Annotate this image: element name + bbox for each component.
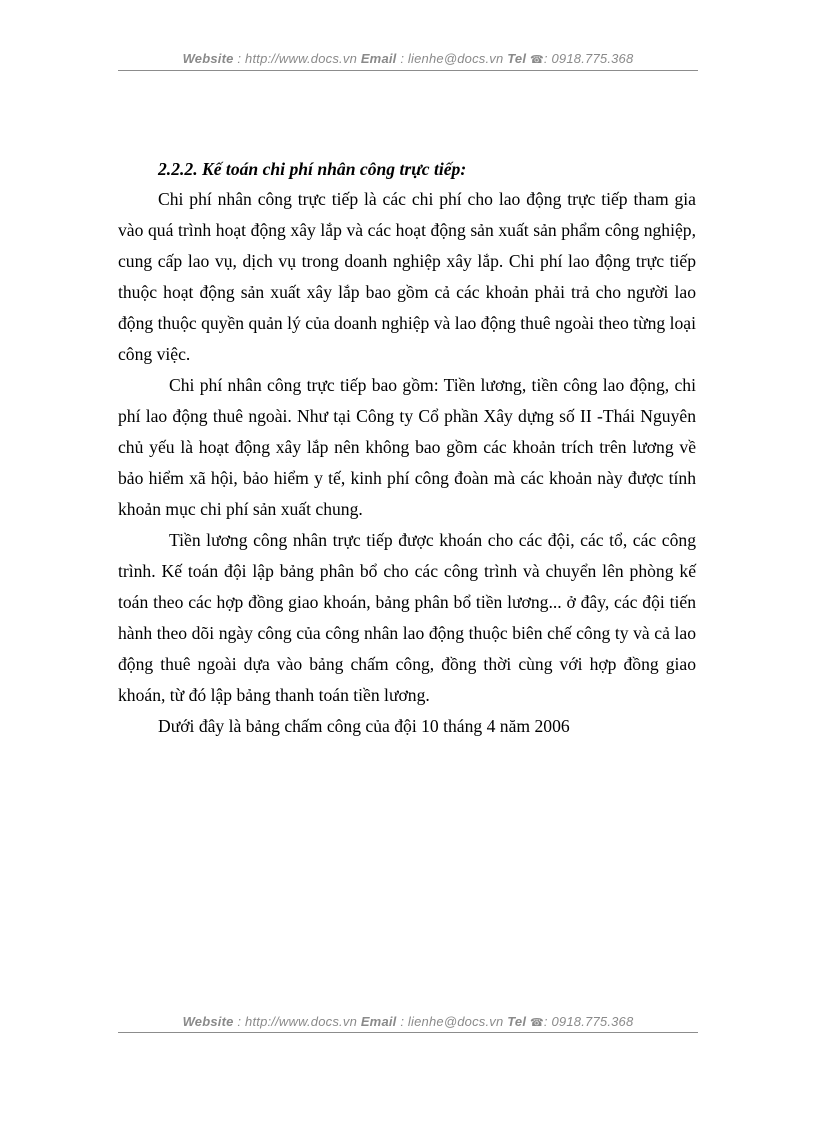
header-website-label: Website [182,51,234,66]
footer-divider [118,1032,698,1033]
header-email-value: : lienhe@docs.vn [400,51,504,66]
phone-icon: ☎ [529,54,544,66]
footer-email-label: Email [360,1014,397,1029]
footer-tel-value: : 0918.775.368 [543,1014,634,1029]
phone-icon: ☎ [529,1017,544,1029]
paragraph-1: Chi phí nhân công trực tiếp là các chi phí cho lao động trực tiếp tham gia vào quá trình hoạt động xây lắp và các hoạt động sản xuất sản phẩm công nghiệp, cung cấp lao vụ, dịch vụ trong doanh nghiệp xây lắp. Chi phí lao động trực tiếp thuộc hoạt động sản xuất xây lắp bao gồm cả các khoản phải trả cho người lao động thuộc quyền quản lý của doanh nghiệp và lao động thuê ngoài theo từng loại công việc. [118,189,696,364]
footer-website-label: Website [182,1014,234,1029]
footer-website-value: : http://www.docs.vn [237,1014,357,1029]
paragraph-4: Dưới đây là bảng chấm công của đội 10 tháng 4 năm 2006 [158,716,570,736]
section-heading: 2.2.2. Kế toán chi phí nhân công trực tiếp: [158,159,467,179]
footer-tel-label: Tel [507,1014,527,1029]
page-header [118,51,698,66]
header-divider [118,70,698,71]
paragraph-3: Tiền lương công nhân trực tiếp được khoán cho các đội, các tổ, các công trình. Kế toán đội lập bảng phân bổ cho các công trình và chuyển lên phòng kế toán theo các hợp đồng giao khoán, bảng phân bổ tiền lương... ở đây, các đội tiến hành theo dõi ngày công của công nhân lao động thuộc biên chế công ty và cả lao động thuê ngoài dựa vào bảng chấm công, đồng thời cùng với hợp đồng giao khoán, từ đó lập bảng thanh toán tiền lương. [118,530,696,705]
page-footer [118,1014,698,1029]
paragraph-2: Chi phí nhân công trực tiếp bao gồm: Tiền lương, tiền công lao động, chi phí lao động thuê ngoài. Như tại Công ty Cổ phần Xây dựng số II -Thái Nguyên chủ yếu là hoạt động xây lắp nên không bao gồm các khoản trích trên lương về bảo hiểm xã hội, bảo hiểm y tế, kinh phí công đoàn mà các khoản này được tính khoản mục chi phí sản xuất chung. [118,375,696,519]
header-website-value: : http://www.docs.vn [237,51,357,66]
header-tel-value: : 0918.775.368 [543,51,634,66]
footer-email-value: : lienhe@docs.vn [400,1014,504,1029]
header-tel-label: Tel [507,51,527,66]
document-body [118,154,696,742]
header-email-label: Email [360,51,397,66]
